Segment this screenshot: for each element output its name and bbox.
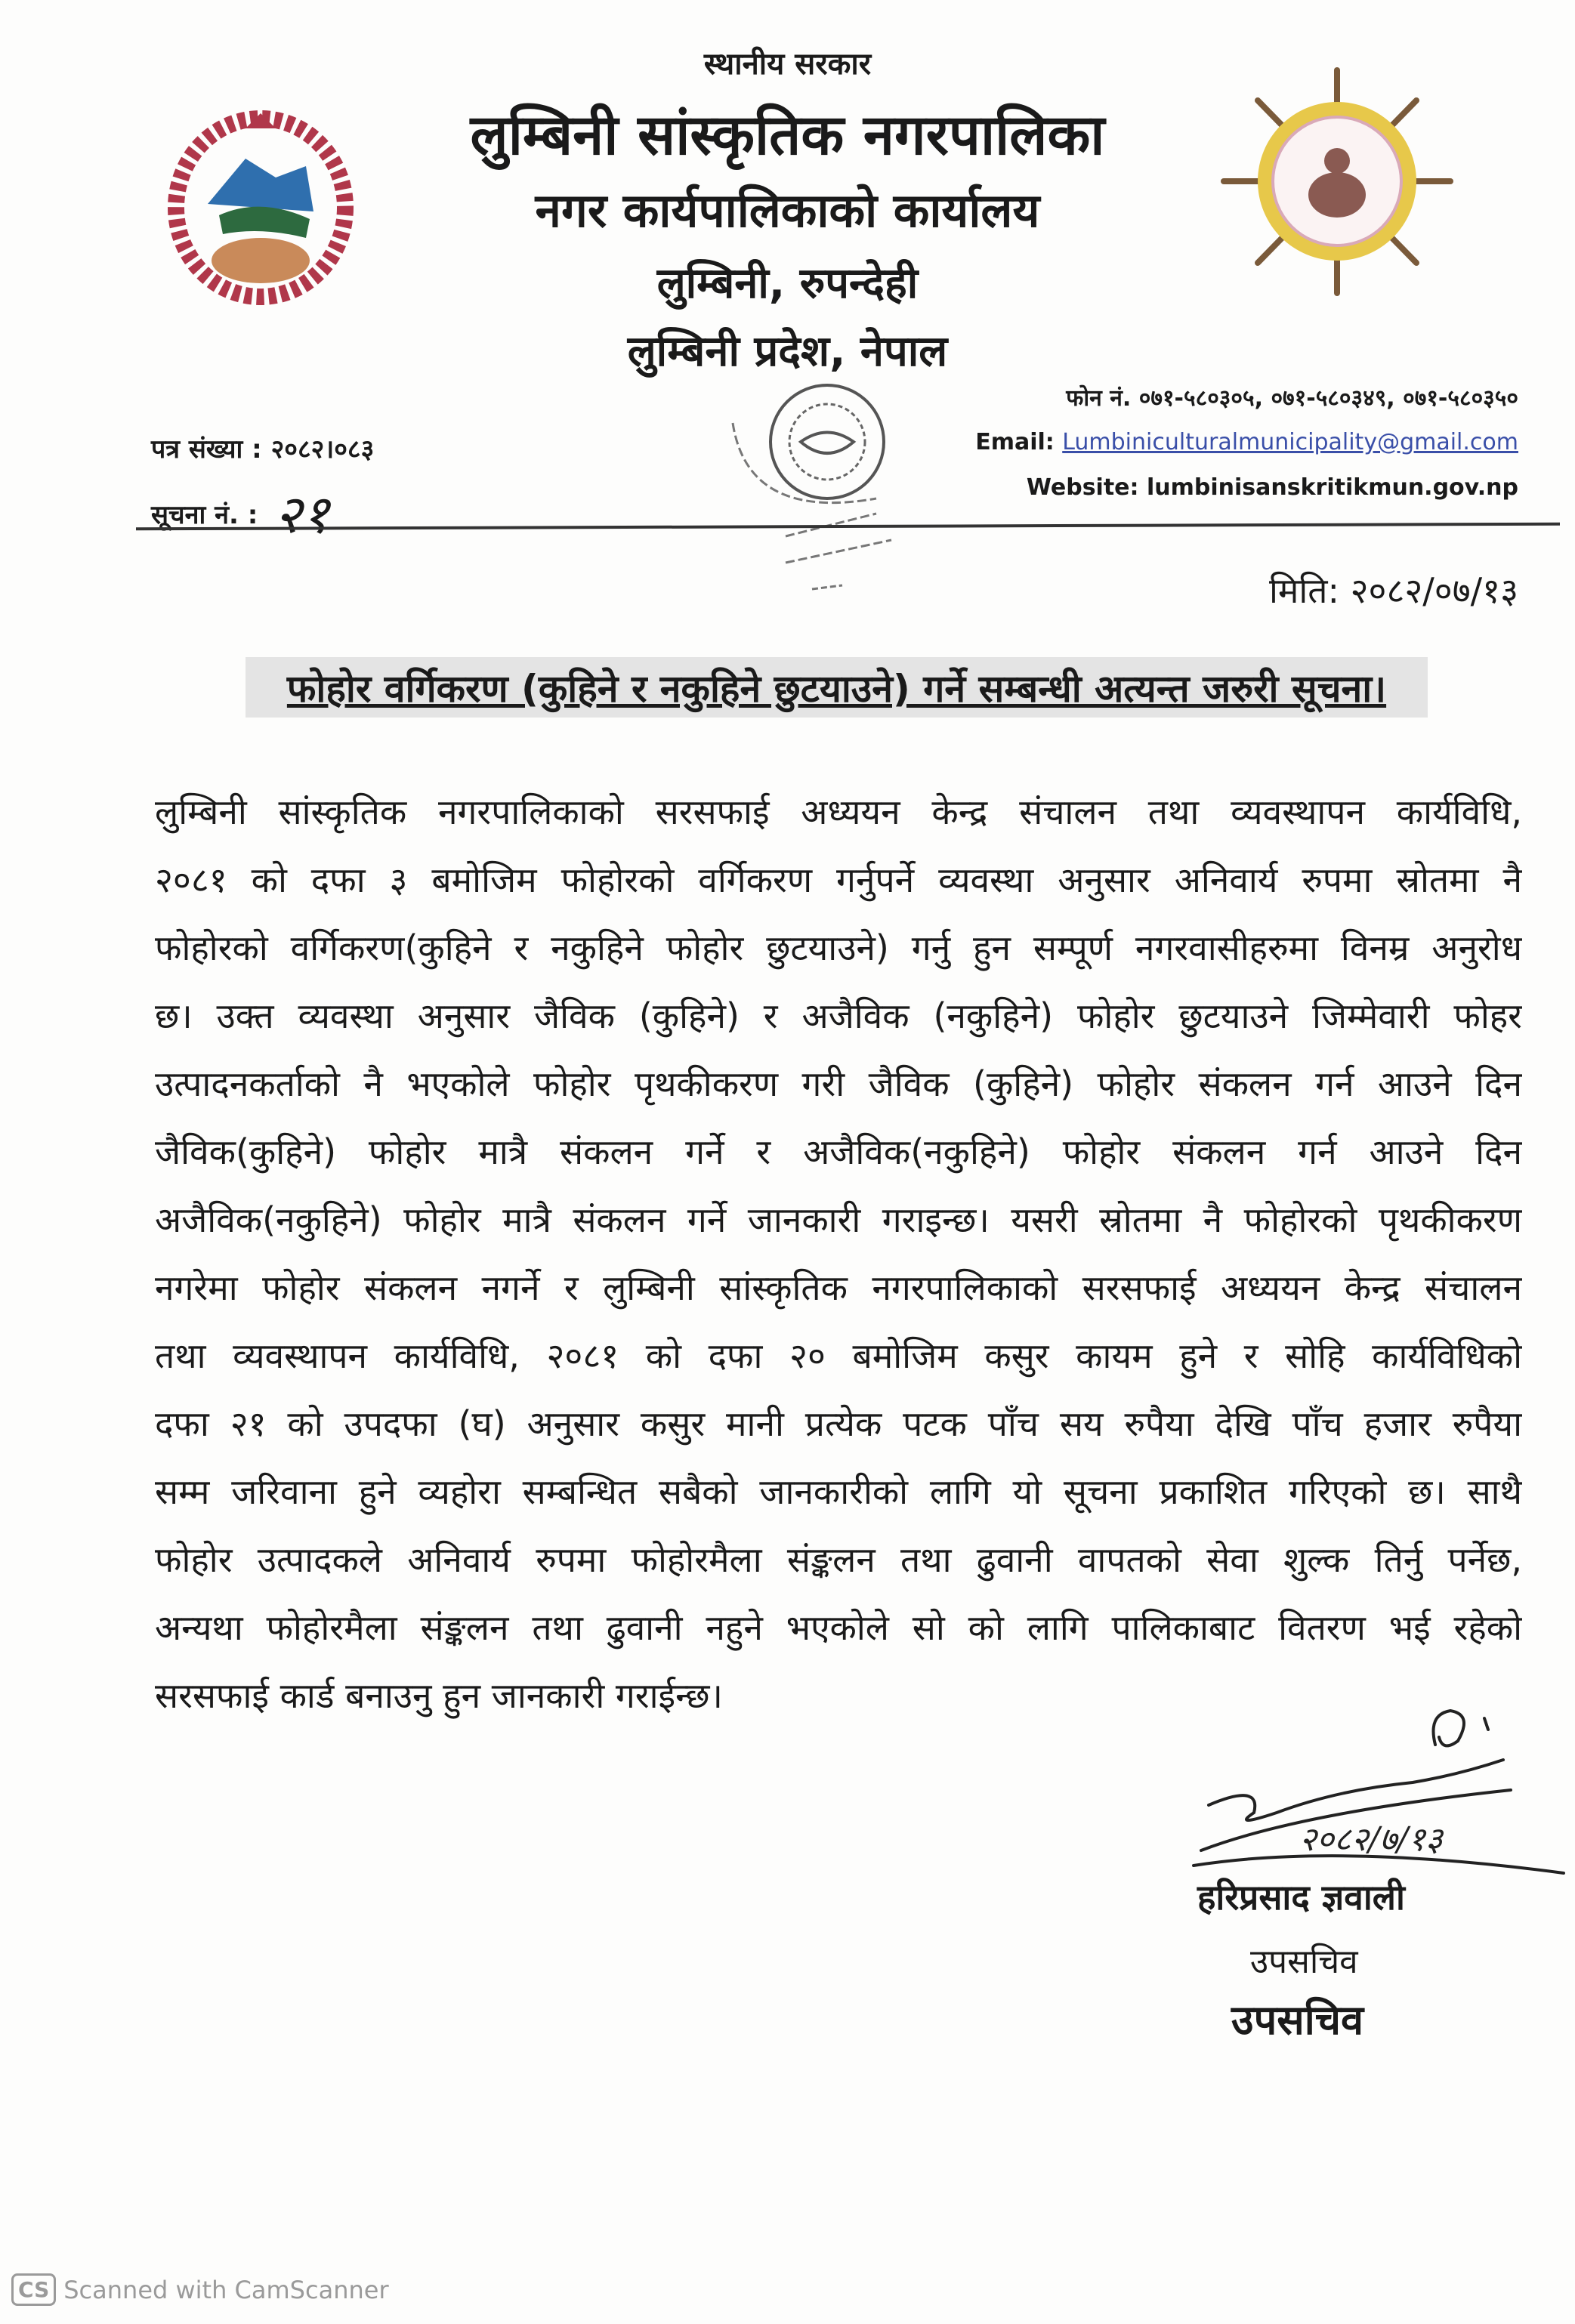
office-location: लुम्बिनी, रुपन्देही bbox=[656, 259, 919, 308]
body-line: सम्म जरिवाना हुने व्यहोरा सम्बन्धित सबैको जानकारीको लागि यो सूचना प्रकाशित गरिएको छ। साथै bbox=[155, 1471, 1522, 1512]
body-line: अन्यथा फोहोरमैला संङ्कलन तथा ढुवानी नहुने भएकोले सो को लागि पालिकाबाट वितरण भई रहेको bbox=[155, 1607, 1522, 1648]
body-line: लुम्बिनी सांस्कृतिक नगरपालिकाको सरसफाई अध्ययन केन्द्र संचालन तथा व्यवस्थापन कार्यविधि, bbox=[155, 792, 1522, 832]
body-line: छ। उक्त व्यवस्था अनुसार जैविक (कुहिने) र अजैविक (नकुहिने) फोहोर छुटयाउने जिम्मेवारी फोहर bbox=[155, 995, 1522, 1036]
website-line bbox=[1027, 474, 1518, 501]
handwritten-signature bbox=[1186, 1699, 1571, 1881]
signer-name: हरिप्रसाद ज्ञवाली bbox=[1197, 1877, 1405, 1918]
signer-title: उपसचिव bbox=[1250, 1943, 1358, 1981]
body-line: जैविक(कुहिने) फोहोर मात्रै संकलन गर्ने र अजैविक(नकुहिने) फोहोर संकलन गर्न आउने दिन bbox=[155, 1131, 1522, 1172]
body-line: फोहोरको वर्गिकरण(कुहिने र नकुहिने फोहोर छुटयाउने) गर्नु हुन सम्पूर्ण नगरवासीहरुमा विनम्र अनुरोध bbox=[155, 927, 1522, 968]
notice-body bbox=[155, 778, 1522, 1730]
letter-number-value: २०८२।०८३ bbox=[270, 434, 375, 464]
phone-numbers: फोन नं. ०७१-५८०३०५, ०७१-५८०३४९, ०७१-५८०३५० bbox=[1066, 385, 1518, 412]
notice-number-label: सूचना नं. : bbox=[151, 500, 258, 530]
body-line: तथा व्यवस्थापन कार्यविधि, २०८१ को दफा २० बमोजिम कसुर कायम हुने र सोहि कार्यविधिको bbox=[155, 1335, 1522, 1376]
notice-heading: फोहोर वर्गिकरण (कुहिने र नकुहिने छुटयाउने) गर्ने सम्बन्धी अत्यन्त जरुरी सूचना। bbox=[246, 657, 1428, 718]
body-line: उत्पादनकर्ताको नै भएकोले फोहोर पृथकीकरण गरी जैविक (कुहिने) फोहोर संकलन गर्न आउने दिन bbox=[155, 1063, 1522, 1104]
signer-title-stamp: उपसचिव bbox=[1231, 1996, 1364, 2044]
office-province: लुम्बिनी प्रदेश, नेपाल bbox=[627, 327, 948, 376]
camscanner-watermark bbox=[11, 2273, 389, 2306]
watermark-text: Scanned with CamScanner bbox=[63, 2275, 389, 2304]
website-label: Website: bbox=[1026, 474, 1139, 501]
email-line bbox=[975, 429, 1518, 455]
office-name: नगर कार्यपालिकाको कार्यालय bbox=[535, 183, 1040, 238]
notice-number bbox=[151, 476, 329, 548]
website-value: lumbinisanskritikmun.gov.np bbox=[1146, 474, 1518, 501]
signature-date: २०८२/७/१३ bbox=[1299, 1820, 1443, 1859]
letter-number-label: पत्र संख्या : bbox=[151, 434, 262, 464]
body-line: दफा २१ को उपदफा (घ) अनुसार कसुर मानी प्रत्येक पटक पाँच सय रुपैया देखि पाँच हजार रुपैया bbox=[155, 1403, 1522, 1444]
body-line: २०८१ को दफा ३ बमोजिम फोहोरको वर्गिकरण गर्नुपर्ने व्यवस्था अनुसार अनिवार्य रुपमा स्रोतमा नै bbox=[155, 860, 1522, 900]
camscanner-logo-icon: CS bbox=[11, 2273, 56, 2306]
email-label: Email: bbox=[975, 429, 1055, 455]
office-seal-stamp bbox=[703, 378, 952, 597]
body-line: नगरेमा फोहोर संकलन नगर्ने र लुम्बिनी सांस्कृतिक नगरपालिकाको सरसफाई अध्ययन केन्द्र संचालन bbox=[155, 1267, 1522, 1308]
body-line: अजैविक(नकुहिने) फोहोर मात्रै संकलन गर्ने जानकारी गराइन्छ। यसरी स्रोतमा नै फोहोरको पृथकीकरण bbox=[155, 1199, 1522, 1240]
letter-date: मिति: २०८२/०७/१३ bbox=[1268, 570, 1518, 611]
body-line: सरसफाई कार्ड बनाउनु हुन जानकारी गराईन्छ। bbox=[155, 1675, 723, 1716]
body-line: फोहोर उत्पादकले अनिवार्य रुपमा फोहोरमैला संङ्कलन तथा ढुवानी वापतको सेवा शुल्क तिर्नु पर्नेछ, bbox=[155, 1539, 1522, 1580]
municipality-name: लुम्बिनी सांस्कृतिक नगरपालिका bbox=[470, 103, 1105, 168]
email-link[interactable]: Lumbiniculturalmunicipality@gmail.com bbox=[1062, 429, 1518, 455]
letter-number bbox=[151, 431, 374, 465]
local-government-label: स्थानीय सरकार bbox=[703, 47, 872, 82]
notice-number-value: २१ bbox=[274, 483, 329, 545]
